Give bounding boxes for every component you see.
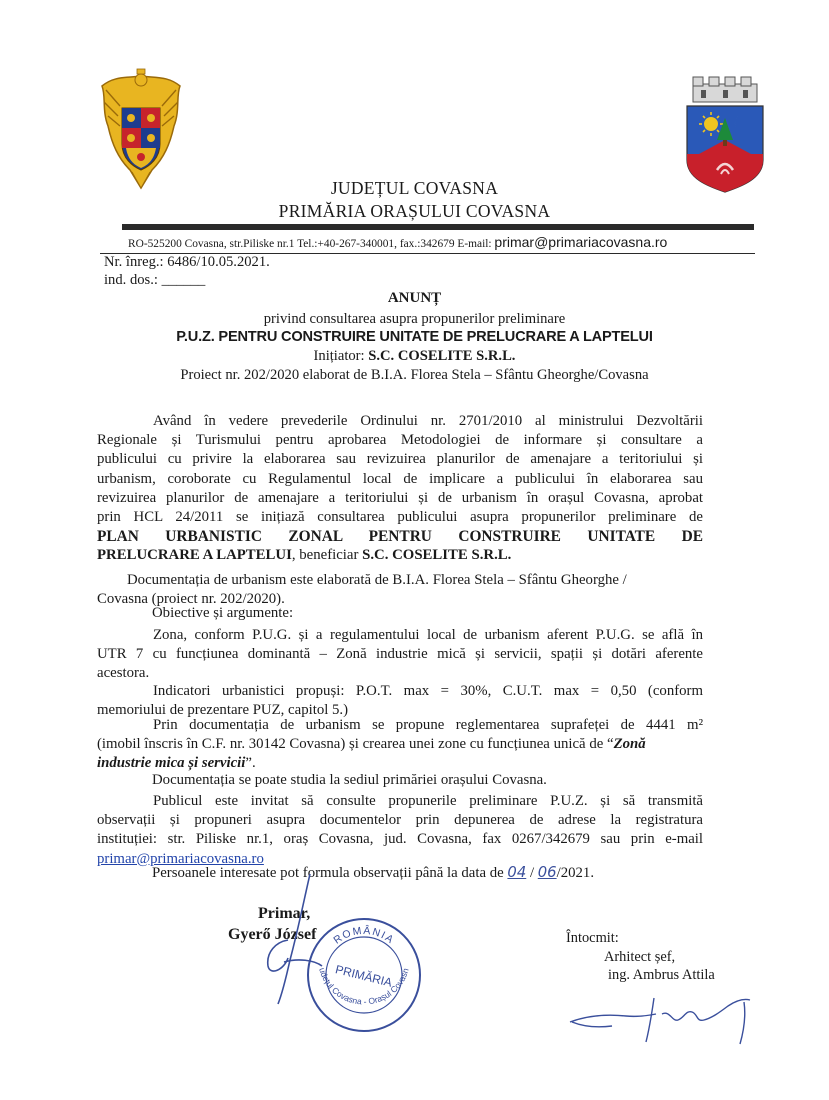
mayor-title: Primar, [258,905,311,922]
announcement-heading: ANUNȚ [387,290,442,306]
paragraph-zone [97,626,703,684]
initiator-label: Inițiator: [313,348,369,364]
text-line: instituției: str. Piliske nr.1, oraș Covasna, jud. Covasna, fax 0267/342679 sau prin e-mail [97,831,703,848]
text-line: Având în vedere prevederile Ordinului nr. 2701/2010 al ministrului Dezvoltării [153,413,703,429]
county-title: JUDEȚUL COVASNA [330,178,499,198]
text-line: Covasna (proiect nr. 202/2020). [97,591,285,607]
text-line: publicului cu privire la elaborarea sau revizuirea planurilor de amenajare a teritoriului și [97,451,703,468]
initiator-name: S.C. COSELITE S.R.L. [368,348,516,364]
paragraph-legal-basis [97,412,703,566]
text-line [97,735,703,754]
stamp-bottom-text: udețul Covasna - Orașul Covasn [317,966,411,1007]
study-location: Documentația se poate studia la sediul primăriei orașului Covasna. [152,772,547,788]
text-line-bold: PLAN URBANISTIC ZONAL PENTRU CONSTRUIRE UNITATE DE [97,528,703,546]
email-link[interactable]: primar@primariacovasna.ro [97,850,264,867]
zone-name-start: Zonă [613,736,646,753]
date-separator: / [526,865,538,881]
official-stamp [305,916,423,1034]
text-line: Regionale și Turismului pentru aprobarea Metodologiei de informare și consultare a [97,432,703,449]
dossier-index: ind. dos.: ______ [104,272,206,288]
plan-name-end: PRELUCRARE A LAPTELUI [97,547,292,564]
stamp-center-text: PRIMĂRIA [333,962,394,990]
text-line [97,546,703,565]
initiator-line [0,348,829,365]
text-line [97,754,703,773]
architect-signature [566,992,756,1048]
contact-email-link[interactable]: primar@primariacovasna.ro [494,234,668,250]
text-line: Publicul este invitat să consulte propunerile preliminare P.U.Z. și să transmită [153,793,703,809]
announcement-subheading: privind consultarea asupra propunerilor preliminare [263,311,566,327]
text-line: Indicatori urbanistici propuși: P.O.T. max = 30%, C.U.T. max = 0,50 (conform [153,683,703,699]
covasna-town-crest [683,74,767,194]
project-line: Proiect nr. 202/2020 elaborat de B.I.A. Florea Stela – Sfântu Gheorghe/Covasna [180,367,649,383]
svg-text:ROMÂNIA [331,924,396,947]
text-line: Documentația de urbanism este elaborată de B.I.A. Florea Stela – Sfântu Gheorghe / [127,572,627,588]
chief-architect-name: ing. Ambrus Attila [608,967,715,983]
text-line: UTR 7 cu funcțiunea dominantă – Zonă industrie mică și servicii, spații și dotări aferente [97,646,703,663]
deadline-line [152,864,594,882]
prepared-by-label: Întocmit: [566,930,619,946]
puz-title: P.U.Z. PENTRU CONSTRUIRE UNITATE DE PRELUCRARE A LAPTELUI [176,329,653,345]
text-line: memoriului de prezentare PUZ, capitol 5.) [97,702,349,719]
deadline-text: Persoanele interesate pot formula observații până la data de [152,865,508,881]
text-line: prin HCL 24/2011 se inițiază consultarea publicului asupra propunerilor preliminare de [97,509,703,526]
deadline-month: 06 [537,864,557,881]
text-line: revizuirea planurilor de amenajare a teritoriului și de urbanism în orașul Covasna, aprobat [97,489,703,506]
text-line: Zona, conform P.U.G. și a regulamentului local de urbanism aferent P.U.G. se află în [153,627,703,643]
deadline-day: 04 [507,864,527,881]
beneficiary-label: , beneficiar [291,547,363,564]
beneficiary-name: S.C. COSELITE S.R.L. [362,547,512,564]
paragraph-invitation [97,792,703,869]
institution-title: PRIMĂRIA ORAȘULUI COVASNA [278,201,551,221]
header-divider [122,224,754,230]
chief-architect-title: Arhitect șef, [604,949,676,965]
text-line: urbanism, coroborate cu Regulamentul local de implicare a publicului în elaborarea sau [97,470,703,487]
stamp-top-text: ROMÂNIA [331,924,397,947]
deadline-year: /2021. [556,865,595,881]
proposal-text: (imobil înscris în C.F. nr. 30142 Covasna) și crearea unei zone cu funcțiunea unică de “ [97,736,614,753]
objectives-heading: Obiective și argumente: [152,605,294,621]
paragraph-indicators [97,682,703,720]
contact-line [128,234,667,250]
mayor-name: Gyerő József [228,926,317,943]
registration-number: Nr. înreg.: 6486/10.05.2021. [104,254,270,270]
contact-address: RO-525200 Covasna, str.Piliske nr.1 Tel.:+40-267-340001, fax.:342679 E-mail: [128,238,495,250]
text-line: Prin documentația de urbanism se propune reglementarea suprafeței de 4441 m² [153,717,703,733]
romania-coat-of-arms [96,66,186,190]
text-line: observații și propuneri asupra documentelor prin depunerea de adrese la registratura [97,812,703,829]
paragraph-proposal [97,716,703,774]
zone-name-close: ”. [245,755,256,772]
text-line: acestora. [97,665,150,682]
zone-name-end: industrie mica și servicii [97,755,246,772]
